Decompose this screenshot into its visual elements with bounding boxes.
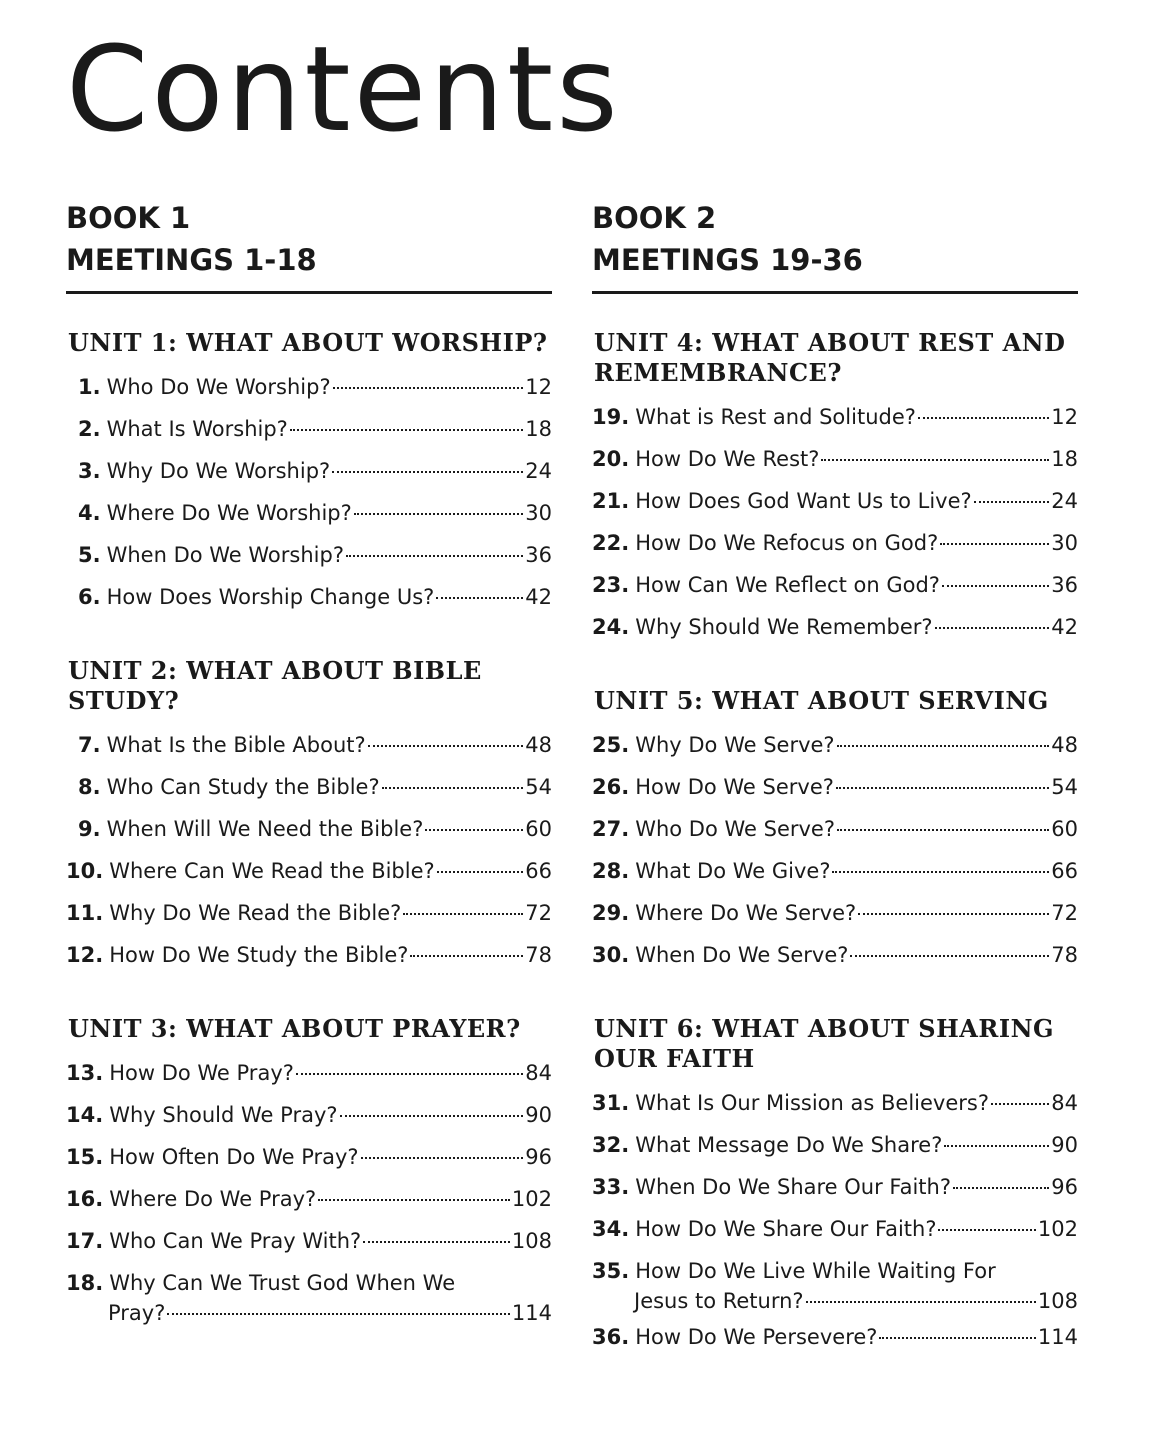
divider: [66, 291, 552, 294]
entry-page-number: 12: [525, 375, 552, 399]
toc-entry[interactable]: [66, 1262, 552, 1328]
dot-leader: [354, 513, 524, 515]
entry-number: 8.: [78, 775, 101, 799]
unit-section: [592, 328, 1078, 648]
dot-leader: [296, 1073, 523, 1075]
entry-number: 29.: [592, 901, 630, 925]
entry-page-number: 84: [525, 1061, 552, 1085]
entry-number: 30.: [592, 943, 630, 967]
entry-number: 35.: [592, 1259, 630, 1283]
entry-number: 10.: [66, 859, 104, 883]
entry-page-number: 84: [1051, 1091, 1078, 1115]
entry-number: 14.: [66, 1103, 104, 1127]
entry-title: When Do We Worship?: [106, 543, 344, 567]
book-header: [592, 197, 1078, 283]
entry-line-2: [66, 1298, 552, 1328]
dot-leader: [437, 871, 524, 873]
entry-number: 11.: [66, 901, 104, 925]
entry-page-number: 60: [525, 817, 552, 841]
entry-number: 25.: [592, 733, 630, 757]
entry-title: Where Do We Worship?: [106, 501, 352, 525]
dot-leader: [318, 1199, 510, 1201]
entry-title: Who Can We Pray With?: [109, 1229, 362, 1253]
toc-entry[interactable]: [66, 492, 552, 534]
dot-leader: [410, 955, 523, 957]
toc-entry[interactable]: [66, 1052, 552, 1094]
toc-entry[interactable]: [592, 1166, 1078, 1208]
dot-leader: [850, 955, 1049, 957]
entry-page-number: 102: [511, 1187, 552, 1211]
entry-title: How Do We Study the Bible?: [109, 943, 409, 967]
entry-title: Who Do We Serve?: [635, 817, 836, 841]
entry-page-number: 42: [1051, 615, 1078, 639]
entry-number: 21.: [592, 489, 630, 513]
unit-spacer: [66, 618, 552, 656]
unit-title: UNIT 3: WHAT ABOUT PRAYER?: [68, 1014, 521, 1043]
entry-page-number: 30: [525, 501, 552, 525]
unit-spacer: [66, 976, 552, 1014]
entry-page-number: 36: [1051, 573, 1078, 597]
meetings-label: MEETINGS 19-36: [592, 243, 863, 277]
unit-section: [66, 328, 552, 618]
entry-line-1: [592, 1256, 1078, 1286]
dot-leader: [821, 459, 1049, 461]
entry-page-number: 78: [1051, 943, 1078, 967]
toc-entry[interactable]: [66, 408, 552, 450]
unit-title: UNIT 5: WHAT ABOUT SERVING: [594, 686, 1049, 715]
entry-number: 17.: [66, 1229, 104, 1253]
toc-entry[interactable]: [592, 1208, 1078, 1250]
entry-number: 6.: [78, 585, 101, 609]
entry-page-number: 42: [525, 585, 552, 609]
unit-title: UNIT 2: WHAT ABOUT BIBLE STUDY?: [68, 656, 482, 715]
entry-title: How Often Do We Pray?: [109, 1145, 359, 1169]
dot-leader: [340, 1115, 524, 1117]
entry-page-number: 108: [511, 1229, 552, 1253]
dot-leader: [425, 829, 523, 831]
dot-leader: [436, 597, 523, 599]
entry-number: 20.: [592, 447, 630, 471]
dot-leader: [942, 585, 1049, 587]
toc-entry[interactable]: [592, 850, 1078, 892]
dot-leader: [938, 1229, 1035, 1231]
entry-title: How Do We Live While Waiting For: [635, 1259, 996, 1283]
dot-leader: [944, 1145, 1049, 1147]
toc-entry[interactable]: [592, 724, 1078, 766]
entry-number: 23.: [592, 573, 630, 597]
unit-section: [592, 1014, 1078, 1358]
entry-title: Why Should We Remember?: [635, 615, 933, 639]
toc-entry[interactable]: [592, 766, 1078, 808]
entry-title: Where Can We Read the Bible?: [109, 859, 435, 883]
toc-entry[interactable]: [592, 396, 1078, 438]
book-label: BOOK 2: [592, 201, 717, 235]
entry-page-number: 18: [1051, 447, 1078, 471]
entry-page-number: 12: [1051, 405, 1078, 429]
entry-number: 31.: [592, 1091, 630, 1115]
dot-leader: [346, 555, 523, 557]
entry-title: How Can We Reflect on God?: [635, 573, 940, 597]
toc-entry[interactable]: [66, 724, 552, 766]
toc-entry[interactable]: [66, 450, 552, 492]
unit-title: UNIT 6: WHAT ABOUT SHARING OUR FAITH: [594, 1014, 1055, 1073]
entry-number: 19.: [592, 405, 630, 429]
meetings-label: MEETINGS 1-18: [66, 243, 317, 277]
dot-leader: [918, 417, 1049, 419]
entry-number: 18.: [66, 1271, 104, 1295]
entry-page-number: 108: [1037, 1289, 1078, 1313]
book-header: [66, 197, 552, 283]
entry-number: 4.: [78, 501, 101, 525]
entry-page-number: 114: [511, 1301, 552, 1325]
entry-title: How Does God Want Us to Live?: [635, 489, 972, 513]
entry-page-number: 18: [525, 417, 552, 441]
entry-title: Where Do We Pray?: [109, 1187, 317, 1211]
entry-page-number: 48: [525, 733, 552, 757]
entry-title: Where Do We Serve?: [635, 901, 857, 925]
entry-title: Who Do We Worship?: [106, 375, 331, 399]
entry-title: How Do We Rest?: [635, 447, 820, 471]
dot-leader: [832, 871, 1049, 873]
book-1-column: [66, 197, 552, 1328]
entry-title: How Do We Persevere?: [635, 1325, 878, 1349]
entry-page-number: 60: [1051, 817, 1078, 841]
entry-number: 1.: [78, 375, 101, 399]
toc-entry[interactable]: [66, 1094, 552, 1136]
book-2-column: [592, 197, 1078, 1358]
toc-entry[interactable]: [66, 576, 552, 618]
entry-title: What Message Do We Share?: [635, 1133, 943, 1157]
entry-page-number: 78: [525, 943, 552, 967]
entry-number: 34.: [592, 1217, 630, 1241]
entry-page-number: 66: [1051, 859, 1078, 883]
entry-page-number: 96: [525, 1145, 552, 1169]
divider: [592, 291, 1078, 294]
entry-title: Why Do We Worship?: [106, 459, 331, 483]
entry-title: How Do We Pray?: [109, 1061, 294, 1085]
entry-page-number: 102: [1037, 1217, 1078, 1241]
toc-entry[interactable]: [592, 480, 1078, 522]
entry-number: 13.: [66, 1061, 104, 1085]
entry-title: What is Rest and Solitude?: [635, 405, 916, 429]
entry-page-number: 48: [1051, 733, 1078, 757]
dot-leader: [836, 787, 1049, 789]
dot-leader: [333, 387, 524, 389]
entry-number: 28.: [592, 859, 630, 883]
dot-leader: [332, 471, 523, 473]
entry-page-number: 90: [525, 1103, 552, 1127]
entry-number: 24.: [592, 615, 630, 639]
toc-entry[interactable]: [592, 1124, 1078, 1166]
entry-page-number: 96: [1051, 1175, 1078, 1199]
entry-page-number: 24: [1051, 489, 1078, 513]
entry-title-continued: Jesus to Return?: [634, 1289, 804, 1313]
toc-entry[interactable]: [592, 934, 1078, 976]
entry-title: How Do We Serve?: [635, 775, 834, 799]
dot-leader: [806, 1301, 1036, 1303]
toc-entry[interactable]: [592, 438, 1078, 480]
entry-number: 3.: [78, 459, 101, 483]
entry-title: Why Do We Serve?: [635, 733, 835, 757]
dot-leader: [290, 429, 523, 431]
entry-title: When Do We Serve?: [635, 943, 849, 967]
entry-page-number: 54: [1051, 775, 1078, 799]
entry-number: 33.: [592, 1175, 630, 1199]
dot-leader: [167, 1313, 510, 1315]
entry-page-number: 90: [1051, 1133, 1078, 1157]
entry-number: 32.: [592, 1133, 630, 1157]
unit-title: UNIT 1: WHAT ABOUT WORSHIP?: [68, 328, 548, 357]
dot-leader: [837, 829, 1049, 831]
toc-entry[interactable]: [66, 892, 552, 934]
entry-number: 15.: [66, 1145, 104, 1169]
entry-page-number: 30: [1051, 531, 1078, 555]
dot-leader: [858, 913, 1049, 915]
entry-page-number: 114: [1037, 1325, 1078, 1349]
dot-leader: [940, 543, 1049, 545]
unit-section: [66, 656, 552, 976]
entry-title: Why Should We Pray?: [109, 1103, 338, 1127]
entry-page-number: 72: [1051, 901, 1078, 925]
unit-section: [592, 686, 1078, 976]
entry-number: 16.: [66, 1187, 104, 1211]
dot-leader: [361, 1157, 524, 1159]
toc-entry[interactable]: [66, 366, 552, 408]
toc-entry[interactable]: [66, 850, 552, 892]
entry-title: How Do We Share Our Faith?: [635, 1217, 937, 1241]
dot-leader: [363, 1241, 510, 1243]
dot-leader: [974, 501, 1050, 503]
toc-entry[interactable]: [592, 892, 1078, 934]
toc-entry[interactable]: [592, 1082, 1078, 1124]
dot-leader: [953, 1187, 1049, 1189]
entry-title: How Does Worship Change Us?: [106, 585, 435, 609]
entry-number: 12.: [66, 943, 104, 967]
entry-page-number: 66: [525, 859, 552, 883]
dot-leader: [837, 745, 1050, 747]
entry-title: What Is Worship?: [106, 417, 288, 441]
book-label: BOOK 1: [66, 201, 191, 235]
entry-number: 2.: [78, 417, 101, 441]
toc-entry[interactable]: [66, 808, 552, 850]
entry-number: 5.: [78, 543, 101, 567]
entry-number: 36.: [592, 1325, 630, 1349]
toc-entry[interactable]: [66, 1220, 552, 1262]
toc-entry[interactable]: [66, 534, 552, 576]
entry-page-number: 72: [525, 901, 552, 925]
entry-title-continued: Pray?: [108, 1301, 166, 1325]
toc-entry[interactable]: [592, 1316, 1078, 1358]
toc-entry[interactable]: [592, 522, 1078, 564]
dot-leader: [935, 627, 1050, 629]
dot-leader: [368, 745, 524, 747]
entry-title: When Do We Share Our Faith?: [635, 1175, 951, 1199]
entry-number: 7.: [78, 733, 101, 757]
dot-leader: [991, 1103, 1049, 1105]
entry-number: 9.: [78, 817, 101, 841]
toc-entry[interactable]: [592, 606, 1078, 648]
entry-page-number: 54: [525, 775, 552, 799]
toc-entry[interactable]: [66, 934, 552, 976]
entry-page-number: 24: [525, 459, 552, 483]
entry-title: Why Do We Read the Bible?: [109, 901, 402, 925]
toc-entry[interactable]: [592, 564, 1078, 606]
unit-section: [66, 1014, 552, 1328]
entry-title: When Will We Need the Bible?: [106, 817, 424, 841]
entry-title: What Is the Bible About?: [106, 733, 366, 757]
entry-title: What Do We Give?: [635, 859, 831, 883]
entry-number: 26.: [592, 775, 630, 799]
dot-leader: [403, 913, 523, 915]
unit-title: UNIT 4: WHAT ABOUT REST AND REMEMBRANCE?: [594, 328, 1066, 387]
toc-entry[interactable]: [66, 1136, 552, 1178]
entry-title: Who Can Study the Bible?: [106, 775, 380, 799]
unit-spacer: [592, 976, 1078, 1014]
entry-line-2: [592, 1286, 1078, 1316]
toc-entry[interactable]: [66, 766, 552, 808]
toc-entry[interactable]: [592, 1250, 1078, 1316]
page-title: Contents: [66, 20, 621, 158]
entry-number: 22.: [592, 531, 630, 555]
entry-line-1: [66, 1268, 552, 1298]
toc-entry[interactable]: [66, 1178, 552, 1220]
dot-leader: [382, 787, 524, 789]
toc-entry[interactable]: [592, 808, 1078, 850]
entry-title: What Is Our Mission as Believers?: [635, 1091, 989, 1115]
entry-number: 27.: [592, 817, 630, 841]
entry-title: How Do We Refocus on God?: [635, 531, 939, 555]
entry-title: Why Can We Trust God When We: [109, 1271, 456, 1295]
unit-spacer: [592, 648, 1078, 686]
entry-page-number: 36: [525, 543, 552, 567]
dot-leader: [879, 1337, 1035, 1339]
